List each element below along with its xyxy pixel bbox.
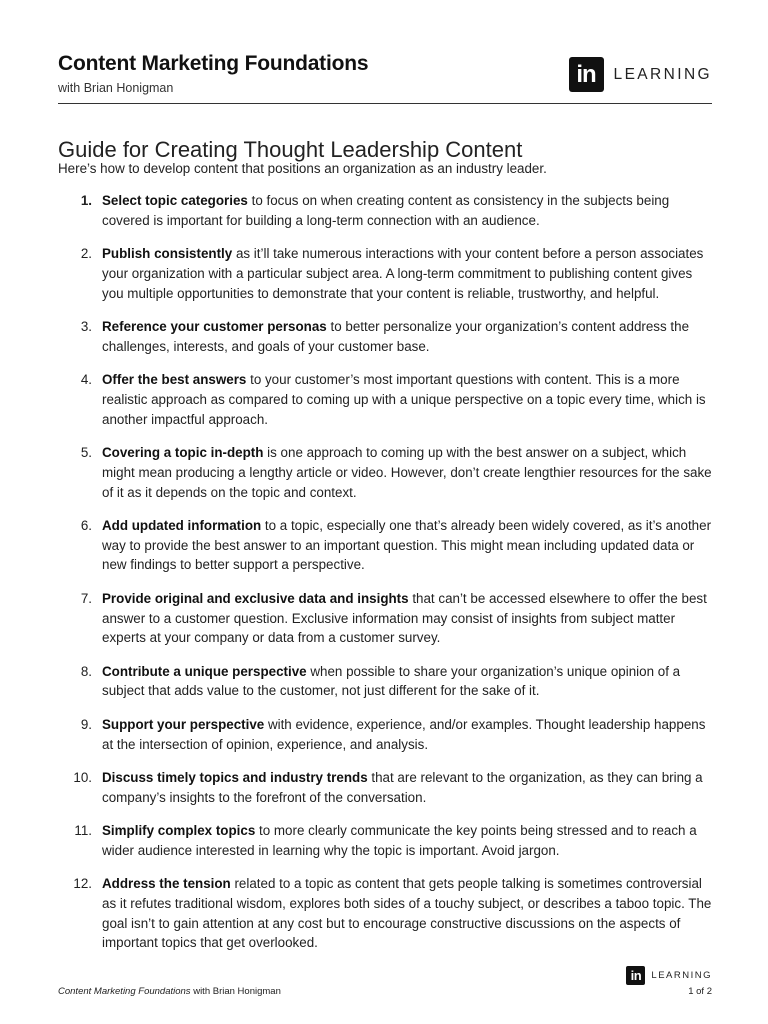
steps-list [58,191,712,967]
course-author: with Brian Honigman [58,81,174,95]
list-item [58,244,712,303]
step-number: 5. [80,444,92,460]
list-item [58,370,712,429]
step-body: to your customer’s most important questions with content. This is a more realistic approach as compared to coming up with a unique perspective on a topic every time, which is another impactful approach. [102,372,706,427]
step-number: 12. [73,876,92,892]
step-lead: Address the tension [102,876,231,892]
step-number: 11. [74,822,92,838]
course-title: Content Marketing Foundations [58,52,369,75]
step-lead: Provide original and exclusive data and insights [102,590,409,606]
step-number: 2. [80,246,92,262]
step-body: to more clearly communicate the key points being stressed and to reach a wider audience interested in learning why the topic is important. Avoid jargon. [102,822,697,858]
footer-course-title: Content Marketing Foundations [58,986,191,997]
linkedin-in-icon: in [569,57,604,92]
step-body: to focus on when creating content as consistency in the subjects being covered is important for building a long-term connection with an audience. [102,193,670,228]
linkedin-learning-logo [569,57,712,92]
footer-author: with Brian Honigman [190,986,281,997]
list-item [58,662,712,702]
step-body: to better personalize your organization’s content address the challenges, interests, and goals of your customer base. [102,318,690,354]
step-lead: Contribute a unique perspective [102,663,307,679]
list-item [58,874,712,953]
page-header [58,52,712,104]
step-lead: Offer the best answers [102,372,247,388]
step-number: 4. [80,372,92,388]
document-title: Guide for Creating Thought Leadership Content [58,136,523,162]
step-number: 9. [80,716,92,732]
list-item [58,715,712,755]
step-number: 7. [80,590,92,606]
step-body: with evidence, experience, and/or examples. Thought leadership happens at the intersection of opinion, experience, and analysis. [102,716,706,752]
intro-paragraph: Here’s how to develop content that positions an organization as an industry leader. [58,161,547,176]
list-item [58,443,712,502]
page-number: 1 of 2 [688,986,712,997]
footer-logo [626,966,712,985]
step-body: as it’ll take numerous interactions with your content before a person associates your organization with a particular subject area. A long-term commitment to publishing content gives you multiple opportunities to demonstrate that your content is reliable, trustworthy, and helpful. [102,246,704,301]
step-lead: Support your perspective [102,716,265,732]
step-body: when possible to share your organization’s unique opinion of a subject that adds value to the customer, not just different for the sake of it. [102,663,681,699]
step-body: that are relevant to the organization, as they can bring a company’s insights to the forefront of the conversation. [102,769,703,805]
step-number: 6. [80,517,92,533]
logo-wordmark: LEARNING [613,65,712,83]
step-lead: Covering a topic in-depth [102,444,264,460]
step-lead: Discuss timely topics and industry trends [102,769,368,785]
step-number: 3. [80,318,92,334]
step-body: to a topic, especially one that’s already been widely covered, as it’s another way to provide the best answer to an important question. This might mean including updated data or new findings to better support a perspective. [102,517,712,573]
step-lead: Add updated information [102,517,262,533]
list-item [58,589,712,648]
list-item [58,317,712,357]
step-number: 1. [80,193,92,208]
footer-credit [58,986,281,997]
step-number: 10. [73,769,92,785]
step-lead: Select topic categories [102,193,248,208]
step-body: related to a topic as content that gets people talking is sometimes controversial as it refutes traditional wisdom, explores both sides of a touchy subject, or describes a taboo topic. The goal isn’t to gain attention at any cost but to encourage constructive discussions on the aspects of important topics that get overlooked. [102,876,712,951]
footer-logo-wordmark: LEARNING [651,970,712,981]
step-lead: Reference your customer personas [102,318,327,334]
list-item [58,821,712,861]
linkedin-in-icon: in [626,966,645,985]
step-lead: Publish consistently [102,246,233,262]
step-body: is one approach to coming up with the best answer on a subject, which might mean producing a lengthy article or video. However, don’t create lengthier resources for the sake of it as it depends on the topic and context. [102,444,712,500]
step-body: that can’t be accessed elsewhere to offer the best answer to a customer question. Exclusive information may consist of insights from subject matter experts at your company or data from a customer survey. [102,590,707,646]
list-item [58,191,712,231]
step-lead: Simplify complex topics [102,822,256,838]
list-item [58,768,712,808]
step-number: 8. [80,663,92,679]
list-item [58,516,712,575]
